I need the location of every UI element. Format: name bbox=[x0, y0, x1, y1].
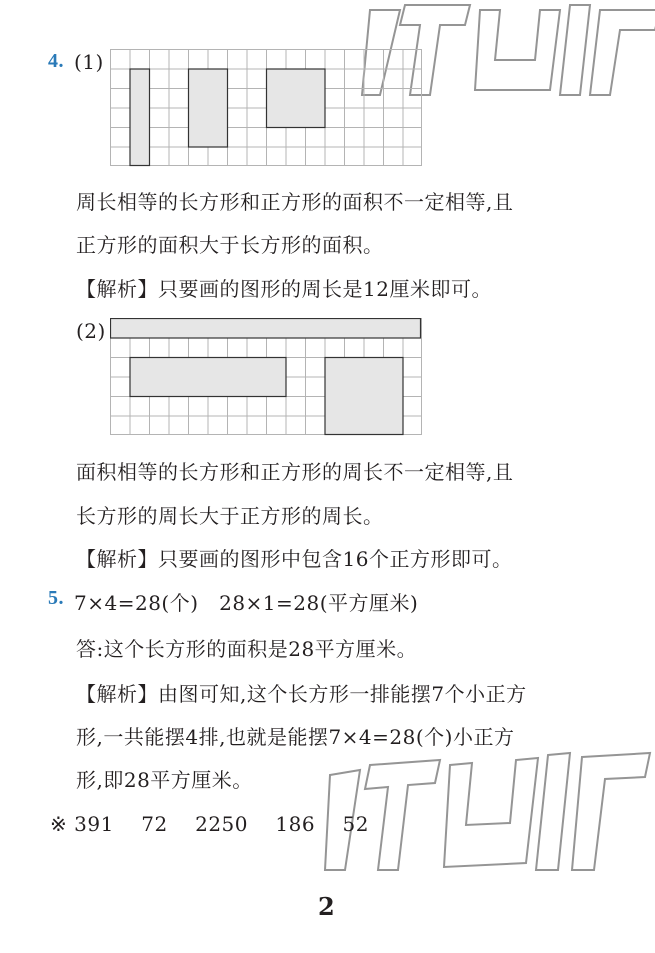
extra-answers: ※ 391 72 2250 186 52 bbox=[50, 812, 369, 836]
q5-equation: 7×4=28(个) 28×1=28(平方厘米) bbox=[74, 591, 419, 615]
question-4-number: 4. bbox=[48, 50, 64, 72]
q4-part2-text-line1: 面积相等的长方形和正方形的周长不一定相等,且 bbox=[76, 460, 514, 484]
q5-analysis-line3: 形,即28平方厘米。 bbox=[76, 768, 253, 792]
grid-figure-2 bbox=[110, 318, 422, 436]
question-5-number: 5. bbox=[48, 587, 64, 609]
question-4-part1-label: (1) bbox=[74, 50, 104, 74]
q4-part2-text-line2: 长方形的周长大于正方形的周长。 bbox=[76, 504, 384, 528]
grid-figure-1 bbox=[110, 49, 422, 167]
square-shape-1 bbox=[267, 69, 326, 128]
q4-part1-analysis: 【解析】只要画的图形的周长是12厘米即可。 bbox=[76, 277, 492, 301]
q5-analysis-line1: 【解析】由图可知,这个长方形一排能摆7个小正方 bbox=[76, 682, 527, 706]
q4-part2-analysis: 【解析】只要画的图形中包含16个正方形即可。 bbox=[76, 547, 513, 571]
q4-part1-text-line1: 周长相等的长方形和正方形的面积不一定相等,且 bbox=[76, 190, 514, 214]
rectangle-shape-4 bbox=[130, 358, 286, 397]
q4-part1-text-line2: 正方形的面积大于长方形的面积。 bbox=[76, 233, 384, 257]
watermark-logo-bottom bbox=[320, 745, 655, 875]
square-shape-2 bbox=[325, 358, 403, 435]
q5-answer: 答:这个长方形的面积是28平方厘米。 bbox=[76, 637, 418, 661]
rectangle-shape-2 bbox=[189, 69, 228, 147]
rectangle-shape-3 bbox=[111, 319, 421, 339]
page-number: 2 bbox=[318, 892, 335, 921]
rectangle-shape-1 bbox=[130, 69, 150, 166]
question-4-part2-label: (2) bbox=[76, 319, 106, 343]
q5-analysis-line2: 形,一共能摆4排,也就是能摆7×4=28(个)小正方 bbox=[76, 725, 515, 749]
